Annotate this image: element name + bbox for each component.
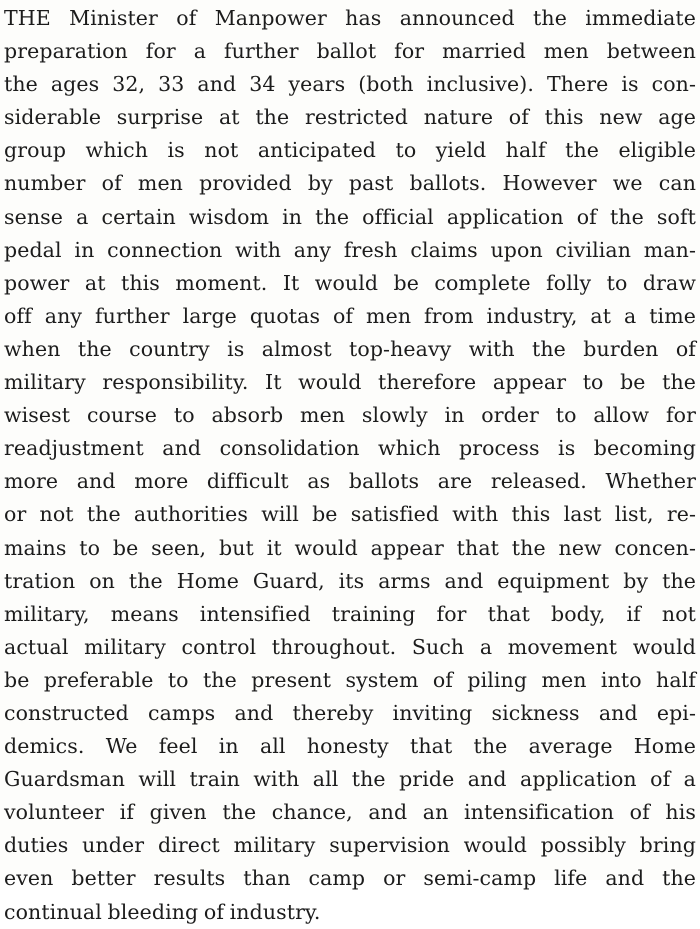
article-paragraph: [4, 2, 696, 929]
text-line: military responsibility. It would therefore appear to be the: [4, 370, 696, 395]
text-line: continual bleeding of industry.: [4, 899, 321, 924]
text-line: number of men provided by past ballots. However we can: [4, 171, 696, 196]
text-line: pedal in connection with any fresh claims upon civilian man-: [4, 237, 696, 262]
text-line: when the country is almost top-heavy with the burden of: [4, 336, 696, 361]
text-line: group which is not anticipated to yield half the eligible: [4, 138, 696, 163]
text-line: sense a certain wisdom in the official application of the soft: [4, 204, 696, 229]
text-line: THE Minister of Manpower has announced the immediate: [4, 6, 696, 30]
text-line: constructed camps and thereby inviting sickness and epi-: [4, 700, 696, 725]
text-line: readjustment and consolidation which process is becoming: [4, 436, 696, 461]
text-line: actual military control throughout. Such a movement would: [4, 634, 696, 659]
text-line: the ages 32, 33 and 34 years (both inclusive). There is con-: [4, 72, 696, 97]
text-line: power at this moment. It would be complete folly to draw: [4, 270, 696, 295]
text-line: duties under direct military supervision would possibly bring: [4, 833, 696, 858]
text-line: volunteer if given the chance, and an intensification of his: [4, 800, 696, 825]
text-line: mains to be seen, but it would appear that the new concen-: [4, 535, 696, 560]
text-line: off any further large quotas of men from industry, at a time: [4, 303, 696, 328]
text-line: Guardsman will train with all the pride and application of a: [4, 767, 696, 792]
text-line: demics. We feel in all honesty that the average Home: [4, 734, 696, 759]
text-line: more and more difficult as ballots are released. Whether: [4, 469, 696, 494]
text-line: or not the authorities will be satisfied with this last list, re-: [4, 502, 696, 527]
text-line: military, means intensified training for that body, if not: [4, 601, 696, 626]
text-line: siderable surprise at the restricted nature of this new age: [4, 105, 696, 130]
text-line: preparation for a further ballot for married men between: [4, 39, 696, 64]
text-line: wisest course to absorb men slowly in order to allow for: [4, 403, 696, 428]
text-line: be preferable to the present system of piling men into half: [4, 667, 696, 692]
text-line: tration on the Home Guard, its arms and equipment by the: [4, 568, 696, 593]
text-line: even better results than camp or semi-camp life and the: [4, 866, 696, 891]
